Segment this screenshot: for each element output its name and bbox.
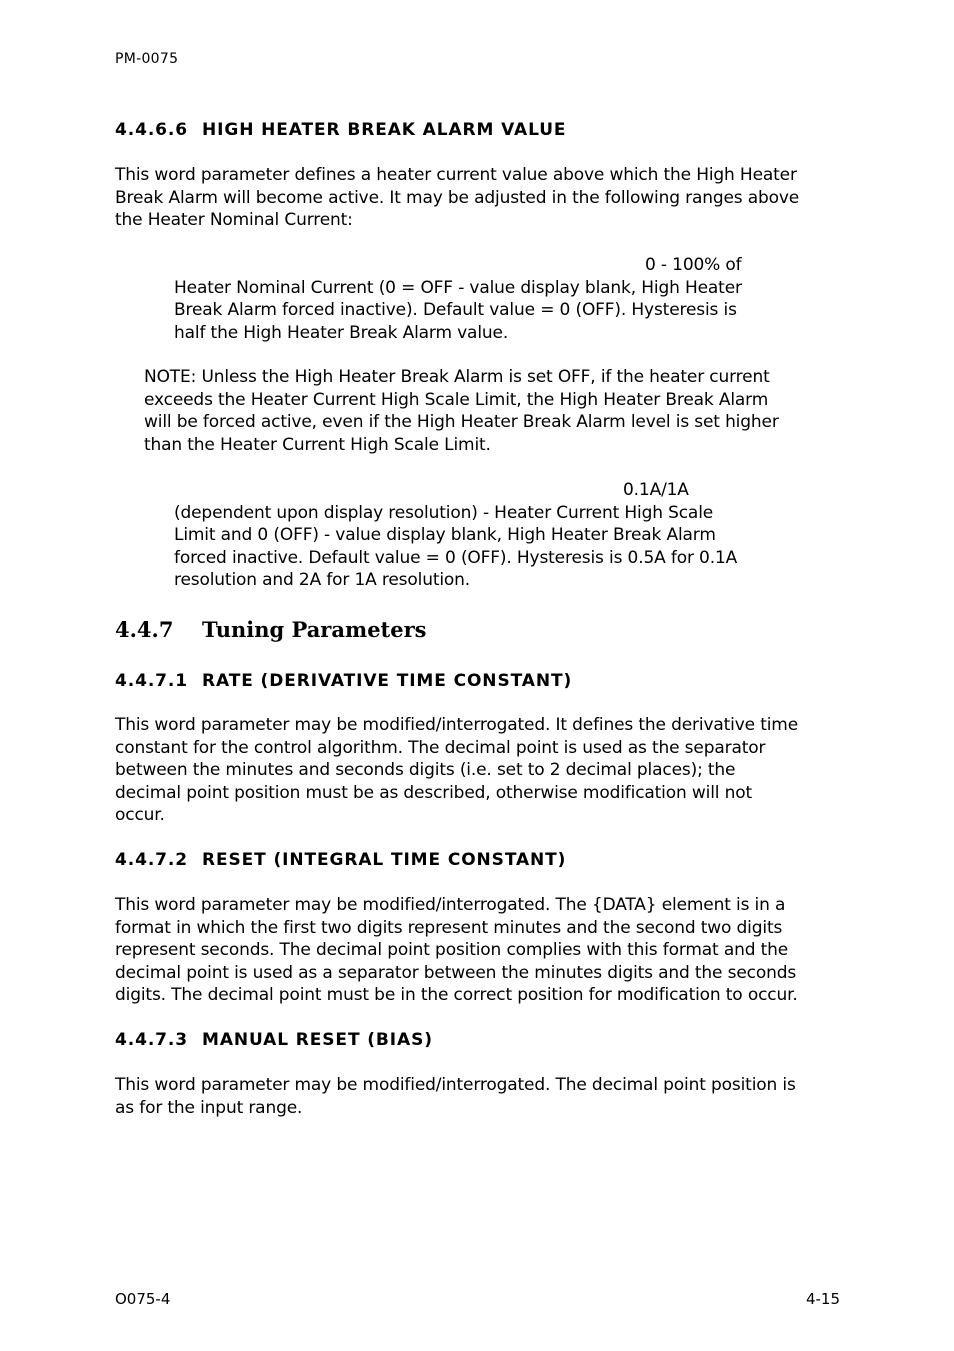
text-line: digits. The decimal point must be in the correct position for modification to occur.: [115, 985, 798, 1006]
heading-title: RATE (DERIVATIVE TIME CONSTANT): [202, 671, 573, 691]
text-line: Break Alarm forced inactive). Default value = 0 (OFF). Hysteresis is: [174, 300, 737, 321]
paragraph-range-amps: [174, 479, 794, 592]
header-doc-ref: PM-0075: [115, 51, 179, 67]
footer-page-number: 4-15: [805, 1290, 840, 1308]
heading-4466: [115, 120, 566, 140]
text-line: This word parameter may be modified/interrogated. The decimal point position is: [115, 1075, 796, 1095]
heading-title: Tuning Parameters: [202, 617, 427, 642]
heading-title: HIGH HEATER BREAK ALARM VALUE: [202, 120, 567, 140]
heading-number: 4.4.6.6: [115, 120, 188, 140]
text-line: than the Heater Current High Scale Limit.: [144, 434, 491, 455]
text-line: occur.: [115, 805, 165, 826]
heading-4472: [115, 850, 566, 870]
text-line: between the minutes and seconds digits (i.e. set to 2 decimal places); the: [115, 760, 736, 781]
range-value: 0 - 100% of: [645, 255, 742, 275]
text-line: Heater Nominal Current (0 = OFF - value display blank, High Heater: [174, 277, 742, 298]
text-line: This word parameter defines a heater current value above which the High Heater: [115, 165, 797, 185]
text-line: the Heater Nominal Current:: [115, 210, 353, 231]
heading-number: 4.4.7.3: [115, 1030, 188, 1050]
text-line: Limit and 0 (OFF) - value display blank, High Heater Break Alarm: [174, 525, 716, 546]
paragraph-4473: [115, 1074, 845, 1119]
text-line: represent seconds. The decimal point position complies with this format and the: [115, 940, 789, 961]
heading-number: 4.4.7.2: [115, 850, 188, 870]
text-line: exceeds the Heater Current High Scale Limit, the High Heater Break Alarm: [144, 389, 769, 410]
paragraph-range-percent: [174, 254, 794, 344]
text-line: resolution and 2A for 1A resolution.: [174, 570, 471, 591]
text-line: will be forced active, even if the High Heater Break Alarm level is set higher: [144, 412, 779, 433]
heading-number: 4.4.7.1: [115, 671, 188, 691]
text-line: This word parameter may be modified/interrogated. It defines the derivative time: [115, 715, 798, 735]
heading-447: [115, 617, 427, 642]
paragraph-4472: [115, 894, 845, 1007]
footer-doc-code: O075-4: [115, 1290, 171, 1308]
text-line: half the High Heater Break Alarm value.: [174, 322, 509, 343]
paragraph-4471: [115, 714, 845, 827]
text-line: This word parameter may be modified/interrogated. The {DATA} element is in a: [115, 895, 786, 915]
text-line: Break Alarm will become active. It may be adjusted in the following ranges above: [115, 187, 800, 208]
range-value: 0.1A/1A: [623, 480, 689, 500]
heading-4473: [115, 1030, 433, 1050]
text-line: (dependent upon display resolution) - Heater Current High Scale: [174, 502, 714, 523]
text-line: format in which the first two digits represent minutes and the second two digits: [115, 917, 783, 938]
text-line: constant for the control algorithm. The decimal point is used as the separator: [115, 737, 766, 758]
heading-title: MANUAL RESET (BIAS): [202, 1030, 433, 1050]
heading-title: RESET (INTEGRAL TIME CONSTANT): [202, 850, 567, 870]
text-line: decimal point position must be as described, otherwise modification will not: [115, 782, 752, 803]
text-line: forced inactive. Default value = 0 (OFF). Hysteresis is 0.5A for 0.1A: [174, 547, 738, 568]
heading-number: 4.4.7: [115, 617, 174, 642]
heading-4471: [115, 671, 572, 691]
text-line: as for the input range.: [115, 1097, 303, 1118]
text-line: decimal point is used as a separator between the minutes digits and the seconds: [115, 962, 797, 983]
paragraph-4466-intro: [115, 164, 845, 232]
text-line: NOTE: Unless the High Heater Break Alarm is set OFF, if the heater current: [144, 367, 770, 387]
note-paragraph: [144, 366, 824, 456]
